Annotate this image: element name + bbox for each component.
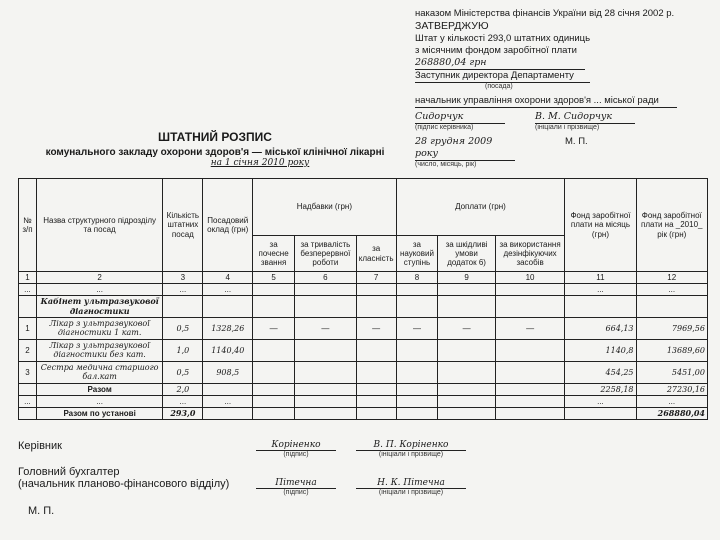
header-unit: Назва структурного підрозділу та посад — [36, 179, 163, 272]
row-cell — [253, 339, 295, 361]
row-cell — [294, 361, 356, 383]
dots-cell: ... — [36, 395, 163, 407]
header-sub-harm: за шкідливі умови додаток 6) — [438, 236, 495, 272]
row-salary: 1328,26 — [203, 317, 253, 339]
bottom-stamp: М. П. — [28, 505, 55, 517]
col-number: 3 — [163, 272, 203, 284]
header-count: Кількість штатних посад — [163, 179, 203, 272]
document-title — [20, 130, 410, 168]
dots-cell: ... — [19, 395, 37, 407]
total-count: 2,0 — [163, 383, 203, 395]
approval-stamp: М. П. — [565, 135, 588, 147]
row-year: 5451,00 — [636, 361, 707, 383]
grand-total-label: Разом по установі — [36, 408, 163, 420]
dots-cell: ... — [19, 284, 37, 296]
col-number: 5 — [253, 272, 295, 284]
row-month: 1140,8 — [565, 339, 636, 361]
head-sign-caption: (підпис) — [283, 451, 309, 458]
staff-count: Штат у кількості 293,0 штатних одиниць — [415, 33, 591, 44]
header-surcharges: Доплати (грн) — [396, 179, 565, 236]
row-count: 0,5 — [163, 317, 203, 339]
row-salary: 908,5 — [203, 361, 253, 383]
dots-cell: ... — [163, 395, 203, 407]
row-cell — [396, 361, 438, 383]
dots-cell: ... — [36, 284, 163, 296]
col-number: 1 — [19, 272, 37, 284]
row-count: 0,5 — [163, 361, 203, 383]
total-row — [19, 383, 708, 395]
dots-cell: ... — [565, 395, 636, 407]
row-count: 1,0 — [163, 339, 203, 361]
row-no: 2 — [19, 339, 37, 361]
grand-total-row — [19, 408, 708, 420]
dots-cell: ... — [203, 284, 253, 296]
header-sub-long: за тривалість безперервної роботи — [294, 236, 356, 272]
section-name: Кабінет ультразвукової діагностики — [36, 296, 163, 317]
dots-cell: ... — [565, 284, 636, 296]
col-number: 9 — [438, 272, 495, 284]
total-label: Разом — [36, 383, 163, 395]
title-date: на 1 січня 2010 року — [210, 158, 310, 168]
table-row — [19, 317, 708, 339]
header-no: № з/п — [19, 179, 37, 272]
dots-row — [19, 284, 708, 296]
total-month: 2258,18 — [565, 383, 636, 395]
column-number-row — [19, 272, 708, 284]
approval-date: 28 грудня 2009 року — [415, 136, 515, 161]
accountant-label: Головний бухгалтер — [18, 466, 120, 478]
table-row — [19, 361, 708, 383]
row-month: 454,25 — [565, 361, 636, 383]
row-cell — [495, 361, 565, 383]
header-fund-month: Фонд заробітної плати на місяць (грн) — [565, 179, 636, 272]
title-main: ШТАТНИЙ РОЗПИС — [158, 130, 272, 144]
head-name: В. П. Коріненко — [356, 440, 466, 451]
accountant-name: Н. К. Пітечна — [356, 478, 466, 489]
head-name-caption: (ініціали і прізвище) — [378, 451, 444, 458]
header-row-1 — [19, 179, 708, 236]
deputy-title: Заступник директора Департаменту — [415, 70, 590, 83]
approved-heading: ЗАТВЕРДЖУЮ — [415, 19, 489, 32]
staff-table — [18, 178, 708, 420]
row-cell: — — [294, 317, 356, 339]
table-row — [19, 339, 708, 361]
head-signature-block — [18, 440, 708, 458]
header-allowances: Надбавки (грн) — [253, 179, 396, 236]
row-cell — [253, 361, 295, 383]
row-cell — [438, 361, 495, 383]
date-caption: (число, місяць, рік) — [415, 160, 477, 168]
col-number: 4 — [203, 272, 253, 284]
col-number: 2 — [36, 272, 163, 284]
row-cell — [294, 339, 356, 361]
row-year: 7969,56 — [636, 317, 707, 339]
acc-name-caption: (ініціали і прізвище) — [378, 489, 444, 496]
approval-name: В. М. Сидорчук — [535, 111, 635, 124]
header-sub-class: за класність — [356, 236, 396, 272]
head-signature: Коріненко — [256, 440, 336, 451]
row-no: 3 — [19, 361, 37, 383]
fund-value: 268880,04 грн — [415, 57, 585, 70]
row-cell: — — [253, 317, 295, 339]
accountant-sublabel: (начальник планово-фінансового відділу) — [18, 478, 230, 490]
col-number: 12 — [636, 272, 707, 284]
head-label: Керівник — [18, 440, 62, 452]
row-cell — [356, 339, 396, 361]
order-line: наказом Міністерства фінансів України від 28 січня 2002 р. — [415, 8, 675, 19]
accountant-signature: Пітечна — [256, 478, 336, 489]
title-subtitle: комунального закладу охорони здоров'я — міської клінічної лікарні — [45, 147, 385, 158]
acc-sign-caption: (підпис) — [283, 489, 309, 496]
approval-block — [415, 8, 710, 169]
dots-cell: ... — [203, 395, 253, 407]
section-row — [19, 296, 708, 317]
col-number: 11 — [565, 272, 636, 284]
row-month: 664,13 — [565, 317, 636, 339]
row-cell: — — [438, 317, 495, 339]
col-number: 6 — [294, 272, 356, 284]
row-salary: 1140,40 — [203, 339, 253, 361]
row-cell — [495, 339, 565, 361]
header-sub-degree: за науковий ступінь — [396, 236, 438, 272]
position-caption: (посада) — [485, 82, 513, 90]
row-name: Сестра медична старшого бал.кат — [36, 361, 163, 383]
row-name: Лікар з ультразвукової діагностики без кат. — [36, 339, 163, 361]
row-cell — [356, 361, 396, 383]
col-number: 10 — [495, 272, 565, 284]
dots-row — [19, 395, 708, 407]
row-cell — [396, 339, 438, 361]
row-cell: — — [396, 317, 438, 339]
header-sub-night: за використання дезінфікуючих засобів — [495, 236, 565, 272]
row-no: 1 — [19, 317, 37, 339]
grand-total-year: 268880,04 — [636, 408, 707, 420]
header-salary: Посадовий оклад (грн) — [203, 179, 253, 272]
head-title: начальник управління охорони здоров'я ... міської ради — [415, 95, 677, 108]
row-cell: — — [495, 317, 565, 339]
col-number: 7 — [356, 272, 396, 284]
dots-cell: ... — [636, 284, 707, 296]
row-name: Лікар з ультразвукової діагностики 1 кат. — [36, 317, 163, 339]
row-cell — [438, 339, 495, 361]
header-fund-year: Фонд заробітної плати на _2010_ рік (грн) — [636, 179, 707, 272]
monthly-fund-label: з місячним фондом заробітної плати — [415, 44, 577, 56]
name-caption: (ініціали і прізвище) — [535, 124, 600, 131]
row-cell: — — [356, 317, 396, 339]
dots-cell: ... — [163, 284, 203, 296]
signature-caption: (підпис керівника) — [415, 124, 474, 131]
approval-signature: Сидорчук — [415, 111, 505, 124]
dots-cell: ... — [636, 395, 707, 407]
col-number: 8 — [396, 272, 438, 284]
row-year: 13689,60 — [636, 339, 707, 361]
total-year: 27230,16 — [636, 383, 707, 395]
accountant-signature-block — [18, 466, 708, 496]
grand-total-count: 293,0 — [163, 408, 203, 420]
header-sub-rank: за почесне звання — [253, 236, 295, 272]
